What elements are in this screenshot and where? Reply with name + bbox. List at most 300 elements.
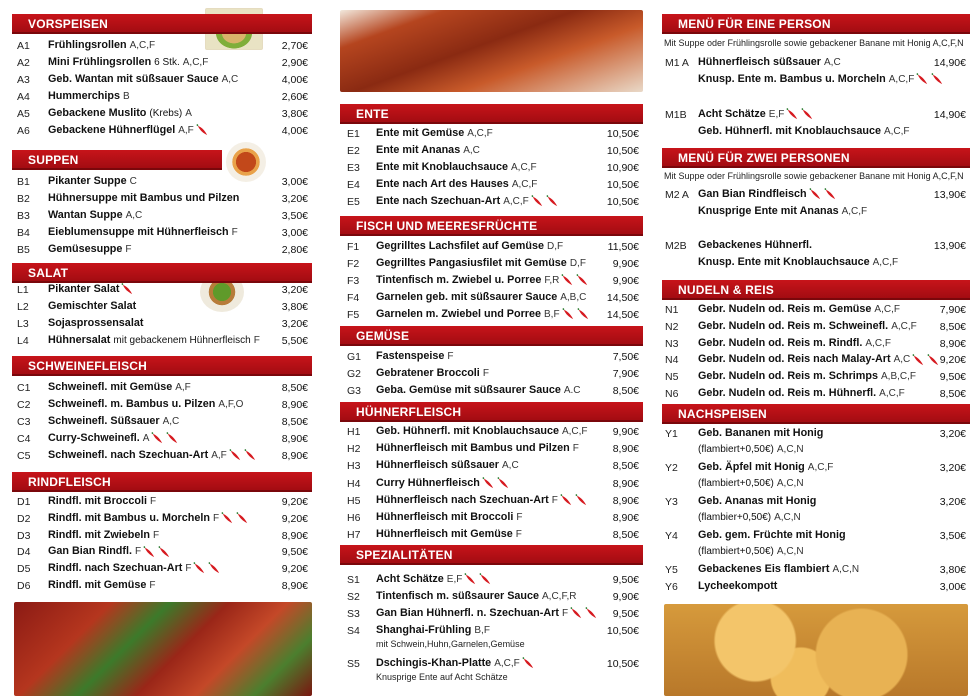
menu-item-row (12, 242, 312, 258)
item-name (698, 56, 841, 68)
item-allergens: C (129, 176, 137, 187)
beef-dish-photo (14, 602, 312, 696)
item-price: 3,20€ (281, 318, 308, 330)
menu-item-row (340, 290, 643, 306)
chili-icon (464, 573, 477, 585)
item-detail: mit gebackenem Hühnerfleisch (113, 335, 251, 346)
item-price: 3,00€ (281, 227, 308, 239)
item-allergens: A,C,F (511, 162, 537, 173)
item-allergens: F (149, 496, 157, 507)
item-allergens: E,F (446, 574, 463, 585)
chili-icon (912, 354, 925, 366)
item-name (48, 73, 238, 85)
item-title: Gebr. Nudeln od. Reis nach Malay-Art (698, 353, 891, 366)
chili-icon (497, 477, 510, 489)
item-allergens: A,C,F (467, 128, 493, 139)
item-allergens: F (482, 368, 489, 379)
item-title: Gan Bian Rindfleisch (698, 188, 807, 200)
item-name (376, 291, 586, 303)
fried-banana-photo (664, 604, 968, 696)
menu-item-row (12, 72, 312, 88)
item-title: Geb. Ananas mit Honig (698, 495, 817, 507)
chili-icon (143, 546, 156, 558)
item-code: C3 (17, 416, 31, 428)
menu-item-row (662, 124, 970, 140)
item-title: (flambiert+0,50€) (698, 444, 774, 455)
chili-icon (931, 73, 944, 85)
item-allergens: A,F,O (218, 399, 244, 410)
chili-icon (531, 195, 544, 207)
item-price: 8,90€ (281, 580, 308, 592)
item-allergens: A,C,F (872, 257, 899, 268)
item-allergens: A.C (563, 385, 581, 396)
item-name (698, 563, 859, 575)
item-allergens: A,C,F (129, 40, 156, 51)
item-price: 8,50€ (939, 320, 966, 333)
item-name (698, 580, 777, 592)
item-title: Gebr. Nudeln od. Reis m. Schrimps (698, 370, 878, 383)
item-title: (flambier+0,50€) (698, 512, 772, 523)
item-name (376, 442, 579, 454)
section-header-spezialitaeten: SPEZIALITÄTEN (340, 545, 643, 565)
menu-item-row (340, 527, 643, 543)
item-name (698, 387, 905, 399)
item-allergens: A (185, 108, 192, 119)
item-name (48, 432, 179, 444)
menu-item-row (340, 458, 643, 474)
item-code: M2 A (665, 189, 689, 201)
item-name (376, 590, 576, 602)
item-title: Sojasprossensalat (48, 317, 144, 329)
item-title: Ente mit Knoblauchsauce (376, 161, 508, 173)
menu-item-row (662, 528, 970, 544)
item-allergens: A,B,C (560, 292, 587, 303)
menu-item-row (662, 511, 970, 527)
item-title: Garnelen m. Zwiebel und Porree (376, 308, 541, 320)
menu-item-row (12, 123, 312, 139)
item-allergens: F (231, 227, 238, 238)
item-name (698, 320, 917, 332)
chili-icon (801, 108, 814, 120)
item-allergens: D,F (547, 241, 564, 252)
item-name (698, 205, 867, 217)
item-name (48, 579, 156, 591)
chili-icon (576, 274, 589, 286)
menu-item-row (340, 656, 643, 672)
item-price: 9,90€ (612, 426, 639, 438)
menu-item-row (12, 544, 312, 560)
item-code: Y6 (665, 581, 678, 593)
chili-icon (208, 562, 221, 574)
item-price: 14,90€ (933, 109, 966, 121)
item-allergens: A,C,F (841, 206, 868, 217)
item-allergens: A,F (211, 450, 227, 461)
item-code: H5 (347, 494, 361, 507)
menu-item-row (662, 55, 970, 71)
item-name (48, 449, 257, 461)
item-name (376, 657, 535, 669)
menu-item-row (662, 369, 970, 385)
menu-item-row (12, 578, 312, 594)
chili-icon (786, 108, 799, 120)
item-allergens: A,C,F (182, 57, 209, 68)
chili-icon (824, 188, 837, 200)
menu-item-row (662, 302, 970, 318)
item-price: 8,50€ (281, 382, 308, 394)
item-code: S2 (347, 591, 360, 603)
item-title: Knusp. Ente m. Bambus u. Morcheln (698, 73, 886, 85)
item-price: 9,90€ (612, 275, 639, 287)
menu-item-row (12, 225, 312, 241)
item-name (48, 381, 191, 393)
menu-item-row (12, 38, 312, 54)
item-allergens: F (516, 512, 523, 523)
item-name (698, 370, 916, 382)
chili-icon (229, 449, 242, 461)
item-allergens: A,C,N (832, 564, 860, 575)
item-title: Gebr. Nudeln od. Reis m. Rindfl. (698, 336, 863, 349)
item-code: G2 (347, 368, 362, 380)
item-allergens: E,F (768, 109, 785, 120)
item-code: S4 (347, 625, 360, 637)
item-price: 11,50€ (607, 241, 639, 253)
item-allergens: A,C,F (807, 462, 834, 473)
item-title: Acht Schätze (698, 108, 766, 120)
item-title: Pikanter Salat (48, 283, 120, 295)
item-name (48, 107, 192, 119)
item-price: 8,50€ (281, 416, 308, 428)
item-title: Mini Frühlingsrollen (48, 56, 152, 68)
item-code: B1 (17, 176, 30, 188)
item-title: Pikanter Suppe (48, 175, 127, 187)
item-allergens: A,C (125, 210, 143, 221)
item-code: N6 (665, 388, 679, 400)
item-name (48, 317, 143, 329)
item-name (698, 529, 846, 541)
item-name (698, 353, 940, 365)
item-allergens: A,C,F (888, 74, 915, 85)
item-allergens: A,F (178, 125, 194, 136)
item-price: 14,90€ (933, 57, 966, 69)
item-name (48, 175, 137, 187)
item-price: 13,90€ (933, 189, 966, 201)
section-header-vorspeisen: VORSPEISEN (12, 14, 312, 34)
item-title: Hühnerfleisch süßsauer (376, 459, 499, 472)
item-title: Lycheekompott (698, 580, 778, 592)
item-price: 8,50€ (612, 460, 639, 473)
item-title: Ente nach Art des Hauses (376, 178, 509, 190)
item-price: 10,50€ (606, 625, 639, 637)
item-title: Gebackene Hühnerflügel (48, 124, 176, 136)
item-code: H2 (347, 443, 361, 456)
item-allergens: F (253, 335, 260, 346)
item-allergens: A,C (893, 354, 911, 366)
menu-item-row (340, 126, 643, 142)
item-name (48, 243, 132, 255)
item-title: Rindfl. mit Gemüse (48, 579, 147, 591)
item-price: 9,90€ (612, 591, 639, 603)
item-price: 2,70€ (281, 40, 308, 52)
item-code: L1 (17, 284, 29, 296)
item-allergens: A,C,F,R (542, 591, 577, 602)
item-code: B4 (17, 227, 30, 239)
chili-icon (546, 195, 559, 207)
item-price: 3,20€ (939, 462, 966, 474)
item-code: F3 (347, 275, 360, 287)
item-title: Garnelen geb. mit süßsaurer Sauce (376, 291, 558, 303)
item-code: Y5 (665, 564, 678, 576)
menu-item-row (340, 383, 643, 399)
item-code: A2 (17, 57, 30, 69)
item-code: D4 (17, 546, 31, 559)
section-header-ente: ENTE (340, 104, 643, 124)
item-allergens: A,C,N (776, 546, 804, 557)
item-price: 3,20€ (939, 496, 966, 508)
item-price: 9,20€ (281, 563, 308, 576)
item-title: Tintenfisch m. süßsaurer Sauce (376, 590, 540, 602)
item-allergens: A,C,F (891, 320, 917, 332)
item-name (48, 283, 134, 295)
menu-item-row (662, 255, 970, 271)
item-name (376, 384, 581, 396)
item-allergens: A,C,F (879, 388, 905, 399)
item-allergens: A (142, 433, 150, 444)
item-allergens: F (561, 608, 569, 619)
chili-icon (221, 512, 234, 524)
menu-item-row (662, 107, 970, 123)
item-price: 9,20€ (281, 496, 308, 508)
item-code: C1 (17, 382, 31, 394)
item-code: S1 (347, 574, 360, 586)
item-code: H6 (347, 512, 361, 524)
menu-item-row (340, 572, 643, 588)
item-name (376, 477, 510, 489)
item-code: F4 (347, 292, 360, 304)
menu-item-row (12, 561, 312, 577)
item-code: F2 (347, 258, 360, 270)
menu-item-row (12, 431, 312, 447)
item-code: B5 (17, 244, 30, 256)
item-name (698, 125, 910, 137)
menu-zwei-personen-intro: Mit Suppe oder Frühlingsrolle sowie gebackener Banane mit Honig A,C,F,N (664, 171, 964, 181)
item-title: Rindfl. mit Zwiebeln (48, 528, 150, 541)
item-title: Tintenfisch m. Zwiebel u. Porree (376, 274, 542, 286)
item-name (698, 337, 891, 349)
item-title: Hühnerfleisch süßsauer (698, 56, 821, 68)
chili-icon (916, 73, 929, 85)
section-header-menu-eine-person: MENÜ FÜR EINE PERSON (662, 14, 970, 34)
item-price: 2,80€ (281, 244, 308, 256)
chili-icon (196, 124, 209, 136)
menu-item-row (340, 256, 643, 272)
item-name (48, 334, 260, 346)
item-title: Geba. Gemüse mit süßsaurer Sauce (376, 384, 561, 396)
chili-icon (522, 657, 535, 669)
chili-icon (244, 449, 257, 461)
item-code: A1 (17, 40, 30, 52)
item-allergens: A,F (175, 382, 191, 393)
item-price: 8,90€ (281, 399, 308, 411)
menu-item-row (12, 333, 312, 349)
item-price: 4,00€ (281, 74, 308, 86)
item-price: 14,50€ (606, 292, 639, 304)
menu-item-row (662, 426, 970, 442)
item-title: Gebratener Broccoli (376, 367, 480, 379)
menu-item-row (662, 460, 970, 476)
item-allergens: F,R (544, 275, 560, 286)
item-title: Rindfl. mit Bambus u. Morcheln (48, 511, 210, 524)
item-price: 5,50€ (281, 335, 308, 347)
item-title: Hühnerfleisch mit Gemüse (376, 528, 513, 541)
item-code: Y2 (665, 462, 678, 474)
item-allergens: A,C (463, 145, 480, 156)
item-title: Rindfl. mit Broccoli (48, 495, 147, 507)
chili-icon (479, 573, 492, 585)
item-price: 3,80€ (281, 301, 308, 313)
menu-item-row (340, 366, 643, 382)
item-code: M2B (665, 240, 687, 252)
item-code: E3 (347, 162, 360, 174)
item-price: 8,90€ (612, 494, 639, 507)
item-code: D1 (17, 496, 31, 508)
item-allergens: A,C,F (503, 196, 529, 207)
item-allergens: F (125, 244, 132, 255)
item-allergens: F (185, 563, 192, 575)
item-price: 8,90€ (612, 477, 639, 490)
menu-item-row (662, 545, 970, 561)
item-code: D3 (17, 529, 31, 542)
menu-item-row (12, 511, 312, 527)
item-price: 3,00€ (281, 176, 308, 188)
item-allergens: A,C,F (511, 179, 538, 190)
menu-item-row (662, 562, 970, 578)
item-code: Y3 (665, 496, 678, 508)
item-code: B3 (17, 210, 30, 222)
menu-item-row (662, 187, 970, 203)
item-code: N3 (665, 337, 679, 350)
item-price: 8,50€ (939, 388, 966, 400)
item-allergens: D,F (569, 258, 586, 269)
item-title: Gemischter Salat (48, 300, 137, 312)
item-detail: 6 Stk. (154, 57, 180, 68)
item-code: Y1 (665, 428, 678, 440)
menu-item-row (340, 349, 643, 365)
item-price: 9,50€ (612, 574, 639, 586)
item-title: (flambiert+0,50€) (698, 478, 774, 489)
menu-item-row (662, 204, 970, 220)
item-code: D2 (17, 512, 31, 525)
item-code: N1 (665, 304, 679, 316)
item-allergens: F (515, 529, 522, 541)
item-name (698, 188, 837, 200)
item-price: 8,90€ (281, 450, 308, 462)
menu-item-row (662, 443, 970, 459)
item-name (376, 573, 492, 585)
item-title: Hummerchips (48, 90, 120, 102)
item-allergens: A,C,N (776, 478, 804, 489)
item-name (376, 127, 493, 139)
item-title: Gemüsesuppe (48, 243, 123, 255)
item-code: H4 (347, 477, 361, 490)
chili-icon (236, 512, 249, 524)
menu-item-row (12, 208, 312, 224)
item-price: 7,90€ (612, 368, 639, 380)
chili-icon (561, 274, 574, 286)
menu-item-row (12, 282, 312, 298)
item-name (698, 495, 816, 507)
item-note: mit Schwein,Huhn,Garnelen,Gemüse (376, 639, 525, 649)
item-code: G3 (347, 385, 362, 397)
item-name (376, 161, 537, 173)
item-name (376, 528, 522, 540)
menu-item-row (12, 191, 312, 207)
section-header-suppen: SUPPEN (12, 150, 222, 170)
chili-icon (560, 494, 573, 506)
item-title: Geb. Wantan mit süßsauer Sauce (48, 73, 219, 85)
item-code: C4 (17, 433, 31, 445)
item-code: F1 (347, 241, 360, 253)
item-code: C5 (17, 450, 31, 462)
chili-icon (166, 432, 179, 444)
menu-item-row (340, 239, 643, 255)
menu-item-row (340, 143, 643, 159)
item-name (376, 178, 537, 190)
item-price: 8,90€ (612, 512, 639, 524)
item-name (698, 73, 944, 85)
item-allergens: B (123, 91, 130, 102)
item-price: 7,50€ (612, 351, 639, 363)
item-code: D6 (17, 580, 31, 592)
item-price: 8,50€ (612, 385, 639, 397)
item-title: Wantan Suppe (48, 209, 123, 221)
item-price: 10,50€ (606, 658, 639, 670)
menu-item-row (662, 72, 970, 88)
item-title: Schweinefl. m. Bambus u. Pilzen (48, 398, 216, 410)
chili-icon (151, 432, 164, 444)
item-price: 10,90€ (606, 162, 639, 174)
item-allergens: A,C (162, 416, 180, 427)
menu-item-row (662, 477, 970, 493)
menu-item-row (340, 177, 643, 193)
menu-item-row (340, 606, 643, 622)
menu-item-row (340, 441, 643, 457)
item-title: Gegrilltes Lachsfilet auf Gemüse (376, 240, 545, 252)
item-code: B2 (17, 193, 30, 205)
item-code: L4 (17, 335, 29, 347)
item-name (376, 624, 490, 636)
item-allergens: A,C (824, 57, 841, 68)
chili-icon (158, 546, 171, 558)
item-name (48, 495, 156, 507)
menu-item-row (340, 273, 643, 289)
menu-item-row (12, 89, 312, 105)
item-price: 10,50€ (606, 179, 639, 191)
section-header-nachspeisen: NACHSPEISEN (662, 404, 970, 424)
item-allergens: A,C,N (776, 444, 804, 455)
item-name (698, 444, 804, 455)
menu-item-row (12, 299, 312, 315)
item-title: Curry Hühnerfleisch (376, 476, 480, 489)
item-title: (flambiert+0,50€) (698, 546, 774, 557)
item-title: Gebr. Nudeln od. Reis m. Hühnerfl. (698, 387, 877, 399)
item-title: Hühnersalat (48, 334, 111, 346)
menu-item-row (340, 424, 643, 440)
item-title: Schweinefl. Süßsauer (48, 415, 160, 427)
item-title: Schweinefl. nach Szechuan-Art (48, 449, 209, 461)
menu-item-row (340, 493, 643, 509)
menu-item-row (12, 414, 312, 430)
item-price: 13,90€ (933, 240, 966, 252)
